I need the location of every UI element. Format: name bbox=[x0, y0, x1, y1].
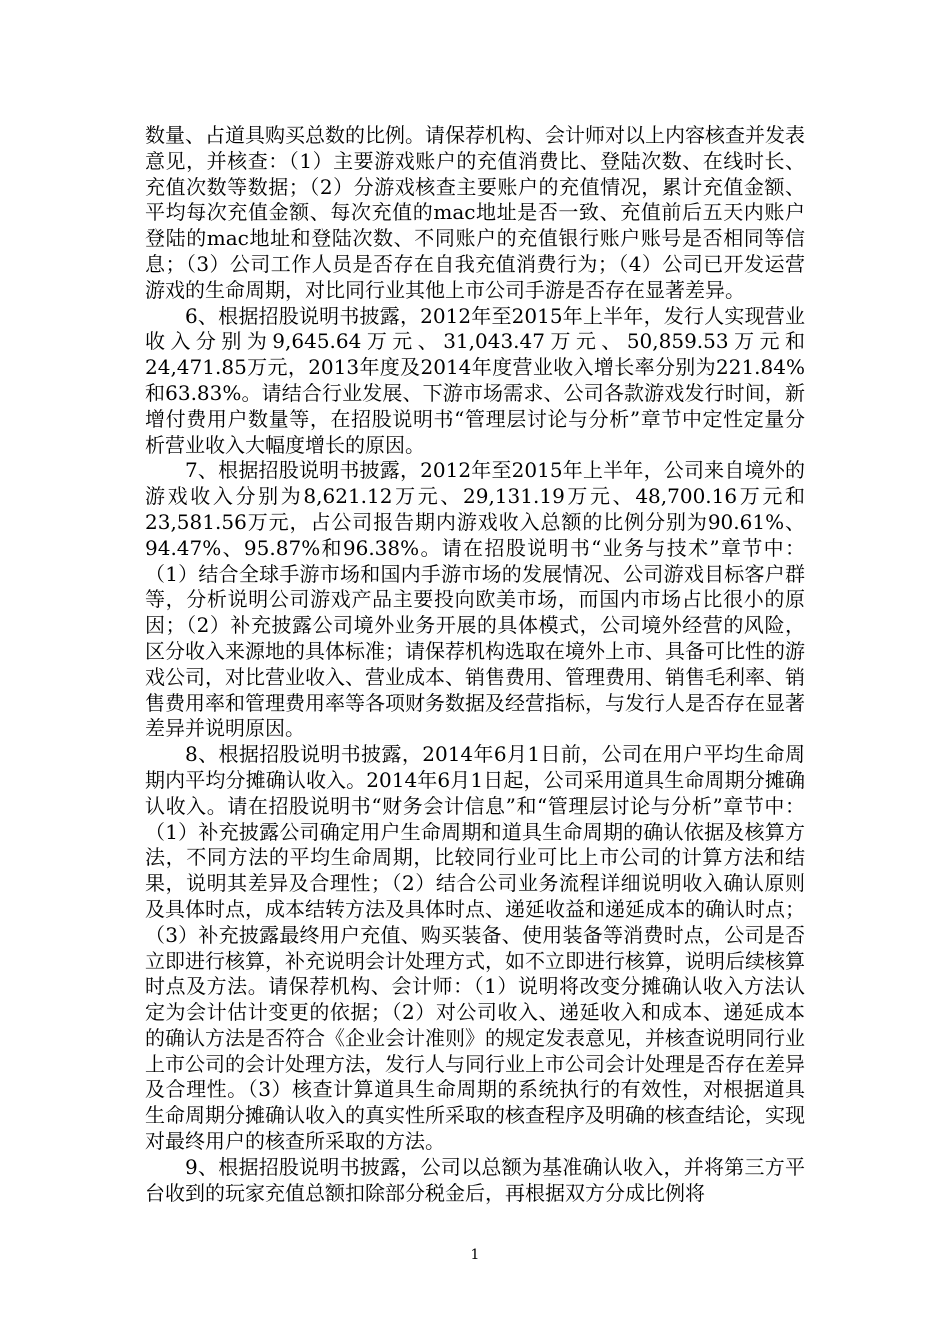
paragraph-item-7: 7、根据招股说明书披露，2012年至2015年上半年，公司来自境外的游戏收入分别为8,621.12万元、29,131.19万元、48,700.16万元和23,581.56万元，占公司报告期内游戏收入总额的比例分别为90.61%、94.47%、95.87%和96.38%。请在招股说明书“业务与技术”章节中：（1）结合全球手游市场和国内手游市场的发展情况、公司游戏目标客户群等，分析说明公司游戏产品主要投向欧美市场，而国内市场占比很小的原因；（2）补充披露公司境外业务开展的具体模式，公司境外经营的风险，区分收入来源地的具体标准；请保荐机构选取在境外上市、具备可比性的游戏公司，对比营业收入、营业成本、销售费用、管理费用、销售毛利率、销售费用率和管理费用率等各项财务数据及经营指标，与发行人是否存在显著差异并说明原因。 bbox=[145, 458, 805, 741]
document-body bbox=[145, 123, 805, 1206]
paragraph-item-8: 8、根据招股说明书披露，2014年6月1日前，公司在用户平均生命周期内平均分摊确认收入。2014年6月1日起，公司采用道具生命周期分摊确认收入。请在招股说明书“财务会计信息”和“管理层讨论与分析”章节中：（1）补充披露公司确定用户生命周期和道具生命周期的确认依据及核算方法，不同方法的平均生命周期，比较同行业可比上市公司的计算方法和结果，说明其差异及合理性；（2）结合公司业务流程详细说明收入确认原则及具体时点，成本结转方法及具体时点、递延收益和递延成本的确认时点；（3）补充披露最终用户充值、购买装备、使用装备等消费时点，公司是否立即进行核算，补充说明会计处理方式，如不立即进行核算，说明后续核算时点及方法。请保荐机构、会计师：（1）说明将改变分摊确认收入方法认定为会计估计变更的依据；（2）对公司收入、递延收入和成本、递延成本的确认方法是否符合《企业会计准则》的规定发表意见，并核查说明同行业上市公司的会计处理方法，发行人与同行业上市公司会计处理是否存在差异及合理性。（3）核查计算道具生命周期的系统执行的有效性，对根据道具生命周期分摊确认收入的真实性所采取的核查程序及明确的核查结论，实现对最终用户的核查所采取的方法。 bbox=[145, 742, 805, 1154]
paragraph-item-6: 6、根据招股说明书披露，2012年至2015年上半年，发行人实现营业收入分别为9,645.64万元、31,043.47万元、50,859.53万元和24,471.85万元，2013年度及2014年度营业收入增长率分别为221.84%和63.83%。请结合行业发展、下游市场需求、公司各款游戏发行时间，新增付费用户数量等，在招股说明书“管理层讨论与分析”章节中定性定量分析营业收入大幅度增长的原因。 bbox=[145, 303, 805, 457]
paragraph-item-9: 9、根据招股说明书披露，公司以总额为基准确认收入，并将第三方平台收到的玩家充值总额扣除部分税金后，再根据双方分成比例将 bbox=[145, 1154, 805, 1205]
paragraph-continuation: 数量、占道具购买总数的比例。请保荐机构、会计师对以上内容核查并发表意见，并核查：（1）主要游戏账户的充值消费比、登陆次数、在线时长、充值次数等数据；（2）分游戏核查主要账户的充值情况，累计充值金额、平均每次充值金额、每次充值的mac地址是否一致、充值前后五天内账户登陆的mac地址和登陆次数、不同账户的充值银行账户账号是否相同等信息；（3）公司工作人员是否存在自我充值消费行为；（4）公司已开发运营游戏的生命周期，对比同行业其他上市公司手游是否存在显著差异。 bbox=[145, 123, 805, 302]
page-number: 1 bbox=[470, 1247, 480, 1263]
